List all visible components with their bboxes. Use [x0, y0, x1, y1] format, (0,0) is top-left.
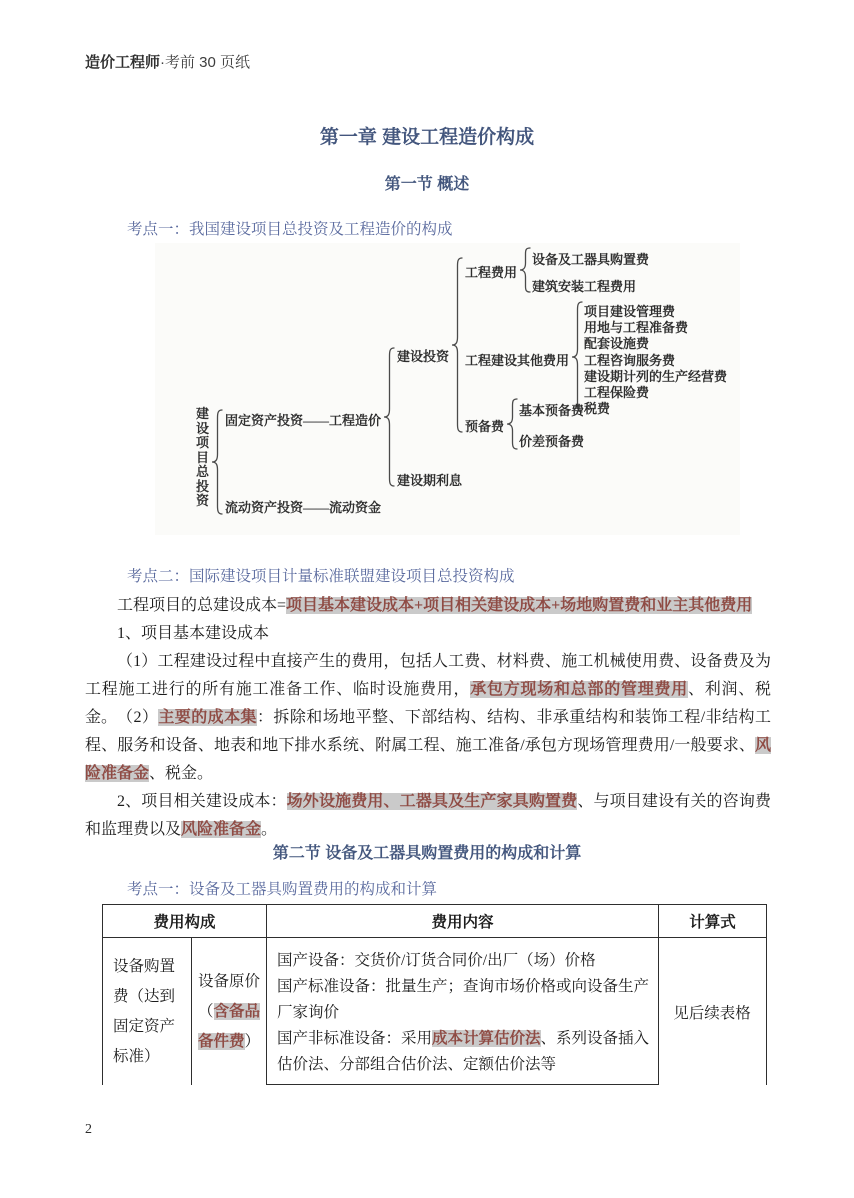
cell-equipment-original-price-text: 设备原价（含备品备件费） — [198, 972, 261, 1050]
cell-equipment-purchase — [103, 938, 192, 1085]
page-number: 2 — [85, 1122, 92, 1137]
fee-table-header-row — [103, 905, 766, 938]
diagram-node-fixed-investment: 固定资产投资——工程造价 — [225, 413, 382, 428]
diagram-node-engineering-fee: 工程费用 — [465, 265, 518, 280]
diagram-node-current-investment: 流动资产投资——流动资金 — [225, 500, 382, 515]
cell-equipment-original-price — [192, 938, 267, 1085]
brace-icon — [519, 247, 531, 293]
diagram-node-other-item: 工程咨询服务费 — [584, 353, 676, 368]
fee-table-body-row — [103, 938, 766, 1085]
diagram-node-other-item: 项目建设管理费 — [584, 304, 676, 319]
fee-content-line: 国产非标准设备：采用成本计算估价法、系列设备插入估价法、分部组合估价法、定额估价法等 — [277, 1030, 650, 1073]
header-cell-fee-composition: 费用构成 — [103, 905, 267, 937]
fee-content-line: 国产设备：交货价/订货合同价/出厂（场）价格 — [277, 952, 596, 969]
header-cell-fee-content: 费用内容 — [267, 905, 659, 937]
diagram-node-other-fee: 工程建设其他费用 — [465, 353, 570, 368]
kaodian1-heading: 考点一：我国建设项目总投资及工程造价的构成 — [127, 221, 453, 238]
diagram-node-other-item: 建设期计列的生产经营费 — [584, 369, 728, 384]
diagram-node-other-item: 工程保险费 — [584, 385, 650, 400]
fee-content-line: 国产标准设备：批量生产；查询市场价格或向设备生产厂家询价 — [277, 978, 650, 1021]
cell-fee-content — [267, 938, 659, 1085]
page-header — [85, 51, 250, 72]
diagram-node-reserve-fee: 预备费 — [465, 419, 505, 434]
page-header-brand: 造价工程师 — [85, 54, 161, 71]
paragraph-basic-cost: （1）工程建设过程中直接产生的费用，包括人工费、材料费、施工机械使用费、设备费及为工程施工进行的所有施工准备工作、临时设施费用，承包方现场和总部的管理费用、利润、税金。 — [85, 653, 771, 726]
brace-icon — [383, 347, 395, 487]
diagram-node-total-investment: 建设项目总投资 — [195, 406, 209, 508]
chapter-title: 第一章 建设工程造价构成 — [319, 127, 535, 148]
cell-equipment-purchase-text: 设备购置费（达到固定资产标准） — [113, 957, 176, 1065]
paragraph-cost-set: （2）主要的成本集：拆除和场地平整、下部结构、结构、非承重结构和装饰工程/非结构工程、服务和设备、地表和地下排水系统、附属工程、施工准备/承包方现场管理费用/一般要求、风险准备金、税金。 — [85, 709, 771, 782]
brace-icon — [451, 257, 463, 433]
paragraph-item1: 1、项目基本建设成本 — [117, 625, 270, 642]
fee-table — [102, 904, 767, 1085]
section2-title: 第二节 设备及工器具购置费用的构成和计算 — [272, 845, 582, 862]
paragraph-formula: 工程项目的总建设成本=项目基本建设成本+项目相关建设成本+场地购置费和业主其他费用 — [117, 597, 753, 614]
brace-icon — [506, 398, 518, 450]
kaodian3-heading: 考点一：设备及工器具购置费用的构成和计算 — [127, 881, 438, 898]
section1-title: 第一节 概述 — [384, 176, 470, 193]
header-cell-formula: 计算式 — [689, 914, 736, 931]
diagram-node-construction-interest: 建设期利息 — [397, 473, 463, 488]
diagram-node-construction-investment: 建设投资 — [397, 349, 450, 364]
diagram-node-installation-fee: 建筑安装工程费用 — [532, 279, 637, 294]
diagram-node-equipment-purchase-fee: 设备及工器具购置费 — [532, 252, 650, 267]
diagram-node-other-item: 用地与工程准备费 — [584, 320, 689, 335]
tree-diagram — [155, 243, 740, 535]
kaodian2-heading: 考点二：国际建设项目计量标准联盟建设项目总投资构成 — [127, 568, 515, 585]
page-header-subtitle: ·考前 30 页纸 — [160, 54, 251, 71]
diagram-node-basic-reserve: 基本预备费 — [519, 403, 585, 418]
cell-see-following-table: 见后续表格 — [673, 1004, 751, 1022]
diagram-node-other-item: 税费 — [584, 401, 611, 416]
paragraph-related-cost: 2、项目相关建设成本：场外设施费用、工器具及生产家具购置费、与项目建设有关的咨询费和监理费以及风险准备金。 — [85, 793, 771, 838]
diagram-node-price-reserve: 价差预备费 — [519, 434, 585, 449]
brace-icon — [571, 301, 583, 413]
brace-icon — [211, 409, 223, 515]
diagram-node-other-item: 配套设施费 — [584, 336, 650, 351]
